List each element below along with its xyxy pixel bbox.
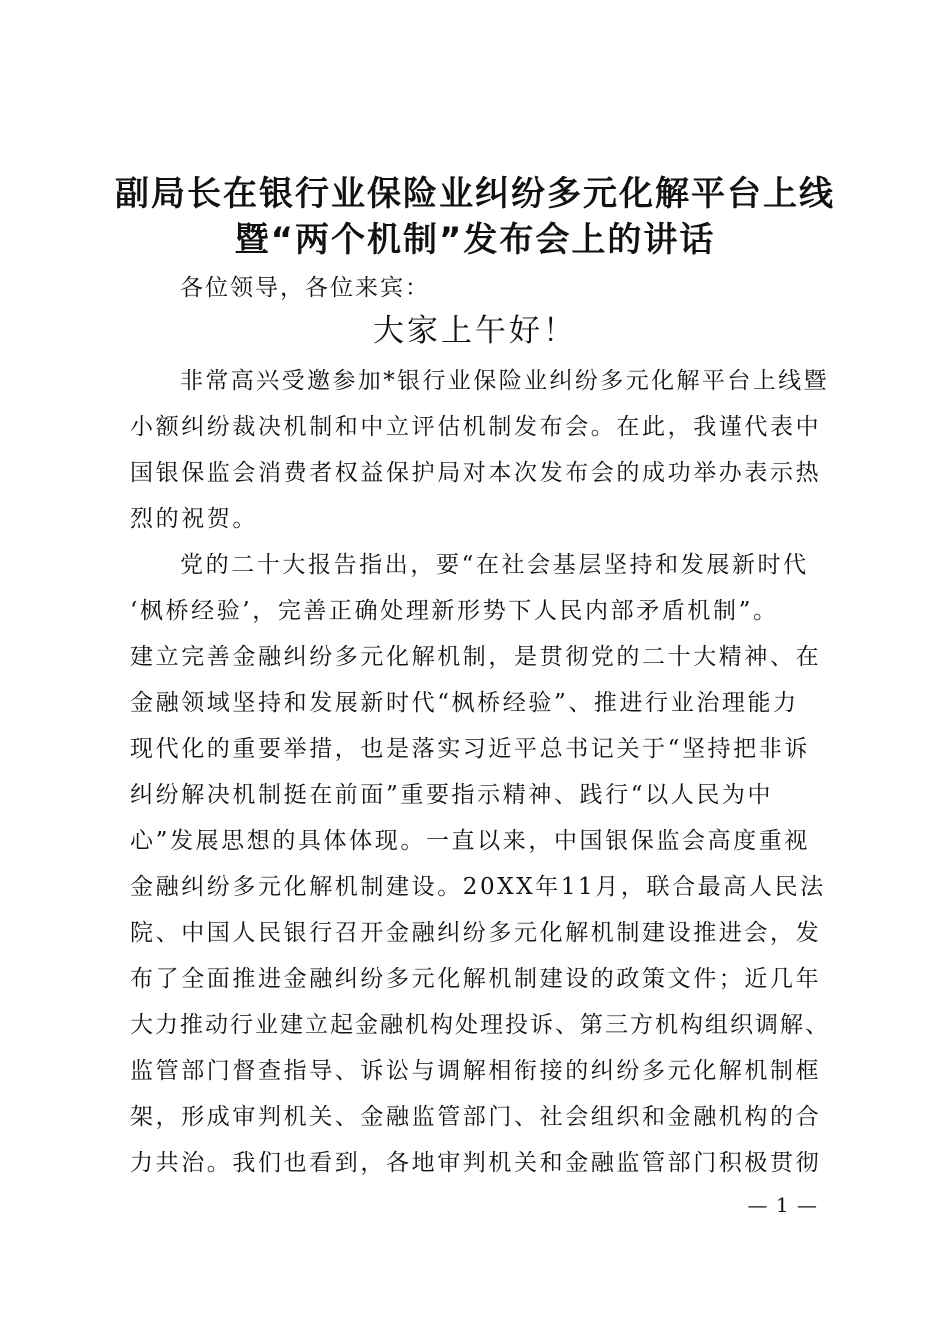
title-line-1: 副局长在银行业保险业纠纷多元化解平台上线: [115, 174, 835, 214]
paragraph-line: 监管部门督查指导、诉讼与调解相衔接的纠纷多元化解机制框: [130, 1058, 822, 1084]
paragraph-line: 金融领域坚持和发展新时代“枫桥经验”、推进行业治理能力: [130, 690, 799, 716]
paragraph-line: 心”发展思想的具体体现。一直以来，中国银保监会高度重视: [130, 828, 810, 854]
paragraph-line: 国银保监会消费者权益保护局对本次发布会的成功举办表示热: [130, 460, 822, 486]
paragraph-line: ‘枫桥经验’，完善正确处理新形势下人民内部矛盾机制”。: [130, 598, 779, 624]
paragraph-line: 架，形成审判机关、金融监管部门、社会组织和金融机构的合: [130, 1104, 822, 1130]
paragraph-line: 大力推动行业建立起金融机构处理投诉、第三方机构组织调解、: [130, 1012, 830, 1038]
paragraph-line: 建立完善金融纠纷多元化解机制，是贯彻党的二十大精神、在: [130, 644, 822, 670]
paragraph-line: 小额纠纷裁决机制和中立评估机制发布会。在此，我谨代表中: [130, 414, 822, 440]
paragraph-line: 力共治。我们也看到，各地审判机关和金融监管部门积极贯彻: [130, 1150, 822, 1176]
paragraph-line: 党的二十大报告指出，要“在社会基层坚持和发展新时代: [180, 552, 809, 578]
paragraph-line: 布了全面推进金融纠纷多元化解机制建设的政策文件；近几年: [130, 966, 822, 992]
greeting: 大家上午好！: [373, 313, 577, 349]
paragraph-line: 院、中国人民银行召开金融纠纷多元化解机制建设推进会，发: [130, 920, 822, 946]
paragraph-line: 非常高兴受邀参加*银行业保险业纠纷多元化解平台上线暨: [180, 368, 829, 394]
page-number: — 1 —: [747, 1193, 818, 1217]
salutation: 各位领导，各位来宾：: [180, 275, 430, 301]
title-line-2: 暨“两个机制”发布会上的讲话: [234, 220, 716, 260]
paragraph-line: 纠纷解决机制挺在前面”重要指示精神、践行“以人民为中: [130, 782, 774, 808]
paragraph-line: 现代化的重要举措，也是落实习近平总书记关于“坚持把非诉: [130, 736, 810, 762]
paragraph-line: 烈的祝贺。: [130, 506, 258, 532]
paragraph-line: 金融纠纷多元化解机制建设。20XX年11月，联合最高人民法: [130, 874, 826, 900]
